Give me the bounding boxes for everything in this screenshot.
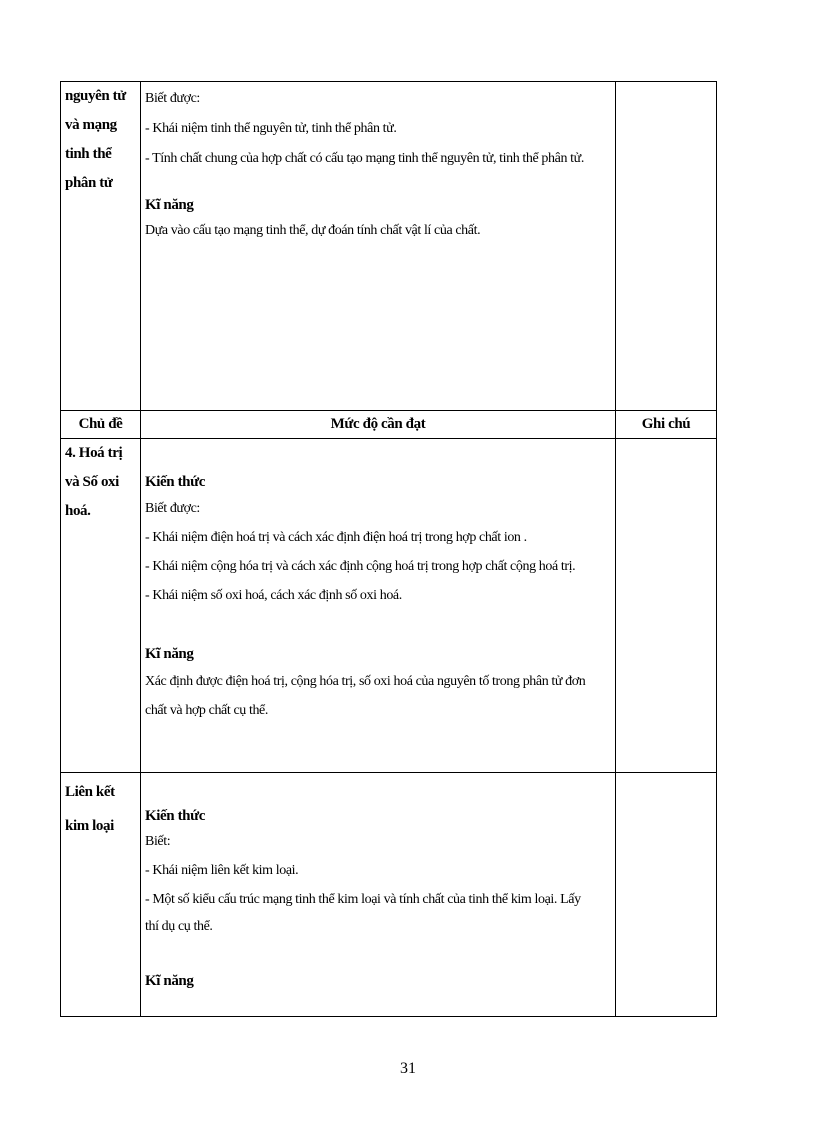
topic-line: hoá. — [65, 503, 91, 519]
skill-line: chất và hợp chất cụ thể. — [145, 703, 268, 718]
topic-line: phân tử — [65, 175, 113, 191]
know-item: - Khái niệm số oxi hoá, cách xác định số oxi hoá. — [145, 588, 402, 603]
skill-line: Xác định được điện hoá trị, cộng hóa trị, số oxi hoá của nguyên tố trong phân tử đơn — [145, 674, 586, 689]
table-row — [61, 773, 717, 1017]
know-item: - Khái niệm cộng hóa trị và cách xác định cộng hoá trị trong hợp chất cộng hoá trị. — [145, 559, 576, 574]
know-item: thí dụ cụ thể. — [145, 919, 213, 934]
topic-cell — [61, 439, 141, 773]
know-item: - Khái niệm liên kết kim loại. — [145, 863, 299, 878]
topic-line: Liên kết — [65, 784, 115, 800]
table-row — [61, 439, 717, 773]
header-note: Ghi chú — [616, 411, 717, 439]
know-item: - Tính chất chung của hợp chất có cấu tạo mạng tinh thể nguyên tử, tinh thể phân tử. — [145, 151, 584, 166]
topic-line: tinh thể — [65, 146, 112, 162]
topic-cell — [61, 82, 141, 411]
skill-text: Dựa vào cấu tạo mạng tinh thể, dự đoán tính chất vật lí của chất. — [145, 223, 481, 238]
know-item: - Khái niệm điện hoá trị và cách xác định điện hoá trị trong hợp chất ion . — [145, 530, 527, 545]
requirement-cell — [141, 439, 616, 773]
requirement-cell — [141, 773, 616, 1017]
skill-title: Kĩ năng — [145, 646, 194, 662]
know-intro: Biết được: — [145, 501, 200, 516]
know-title: Kiến thức — [145, 474, 205, 490]
content-table — [60, 81, 717, 1017]
topic-line: nguyên tử — [65, 88, 126, 104]
header-topic: Chủ đề — [61, 411, 141, 439]
skill-title: Kĩ năng — [145, 197, 194, 213]
note-cell — [616, 773, 717, 1017]
page-number: 31 — [400, 1060, 416, 1077]
note-cell — [616, 82, 717, 411]
topic-cell — [61, 773, 141, 1017]
topic-line: và mạng — [65, 117, 117, 133]
skill-title: Kĩ năng — [145, 973, 194, 989]
know-intro: Biết: — [145, 834, 171, 849]
topic-line: và Số oxi — [65, 474, 119, 490]
topic-line: kim loại — [65, 818, 114, 834]
topic-line: 4. Hoá trị — [65, 445, 123, 461]
requirement-cell — [141, 82, 616, 411]
know-item: - Khái niệm tinh thể nguyên tử, tinh thể phân tử. — [145, 121, 397, 136]
header-level: Mức độ cần đạt — [141, 411, 616, 439]
know-intro: Biết được: — [145, 91, 200, 106]
note-cell — [616, 439, 717, 773]
table-row — [61, 82, 717, 411]
know-item: - Một số kiểu cấu trúc mạng tinh thể kim loại và tính chất của tinh thể kim loại. Lấy — [145, 892, 581, 907]
know-title: Kiến thức — [145, 808, 205, 824]
header-row — [61, 411, 717, 439]
